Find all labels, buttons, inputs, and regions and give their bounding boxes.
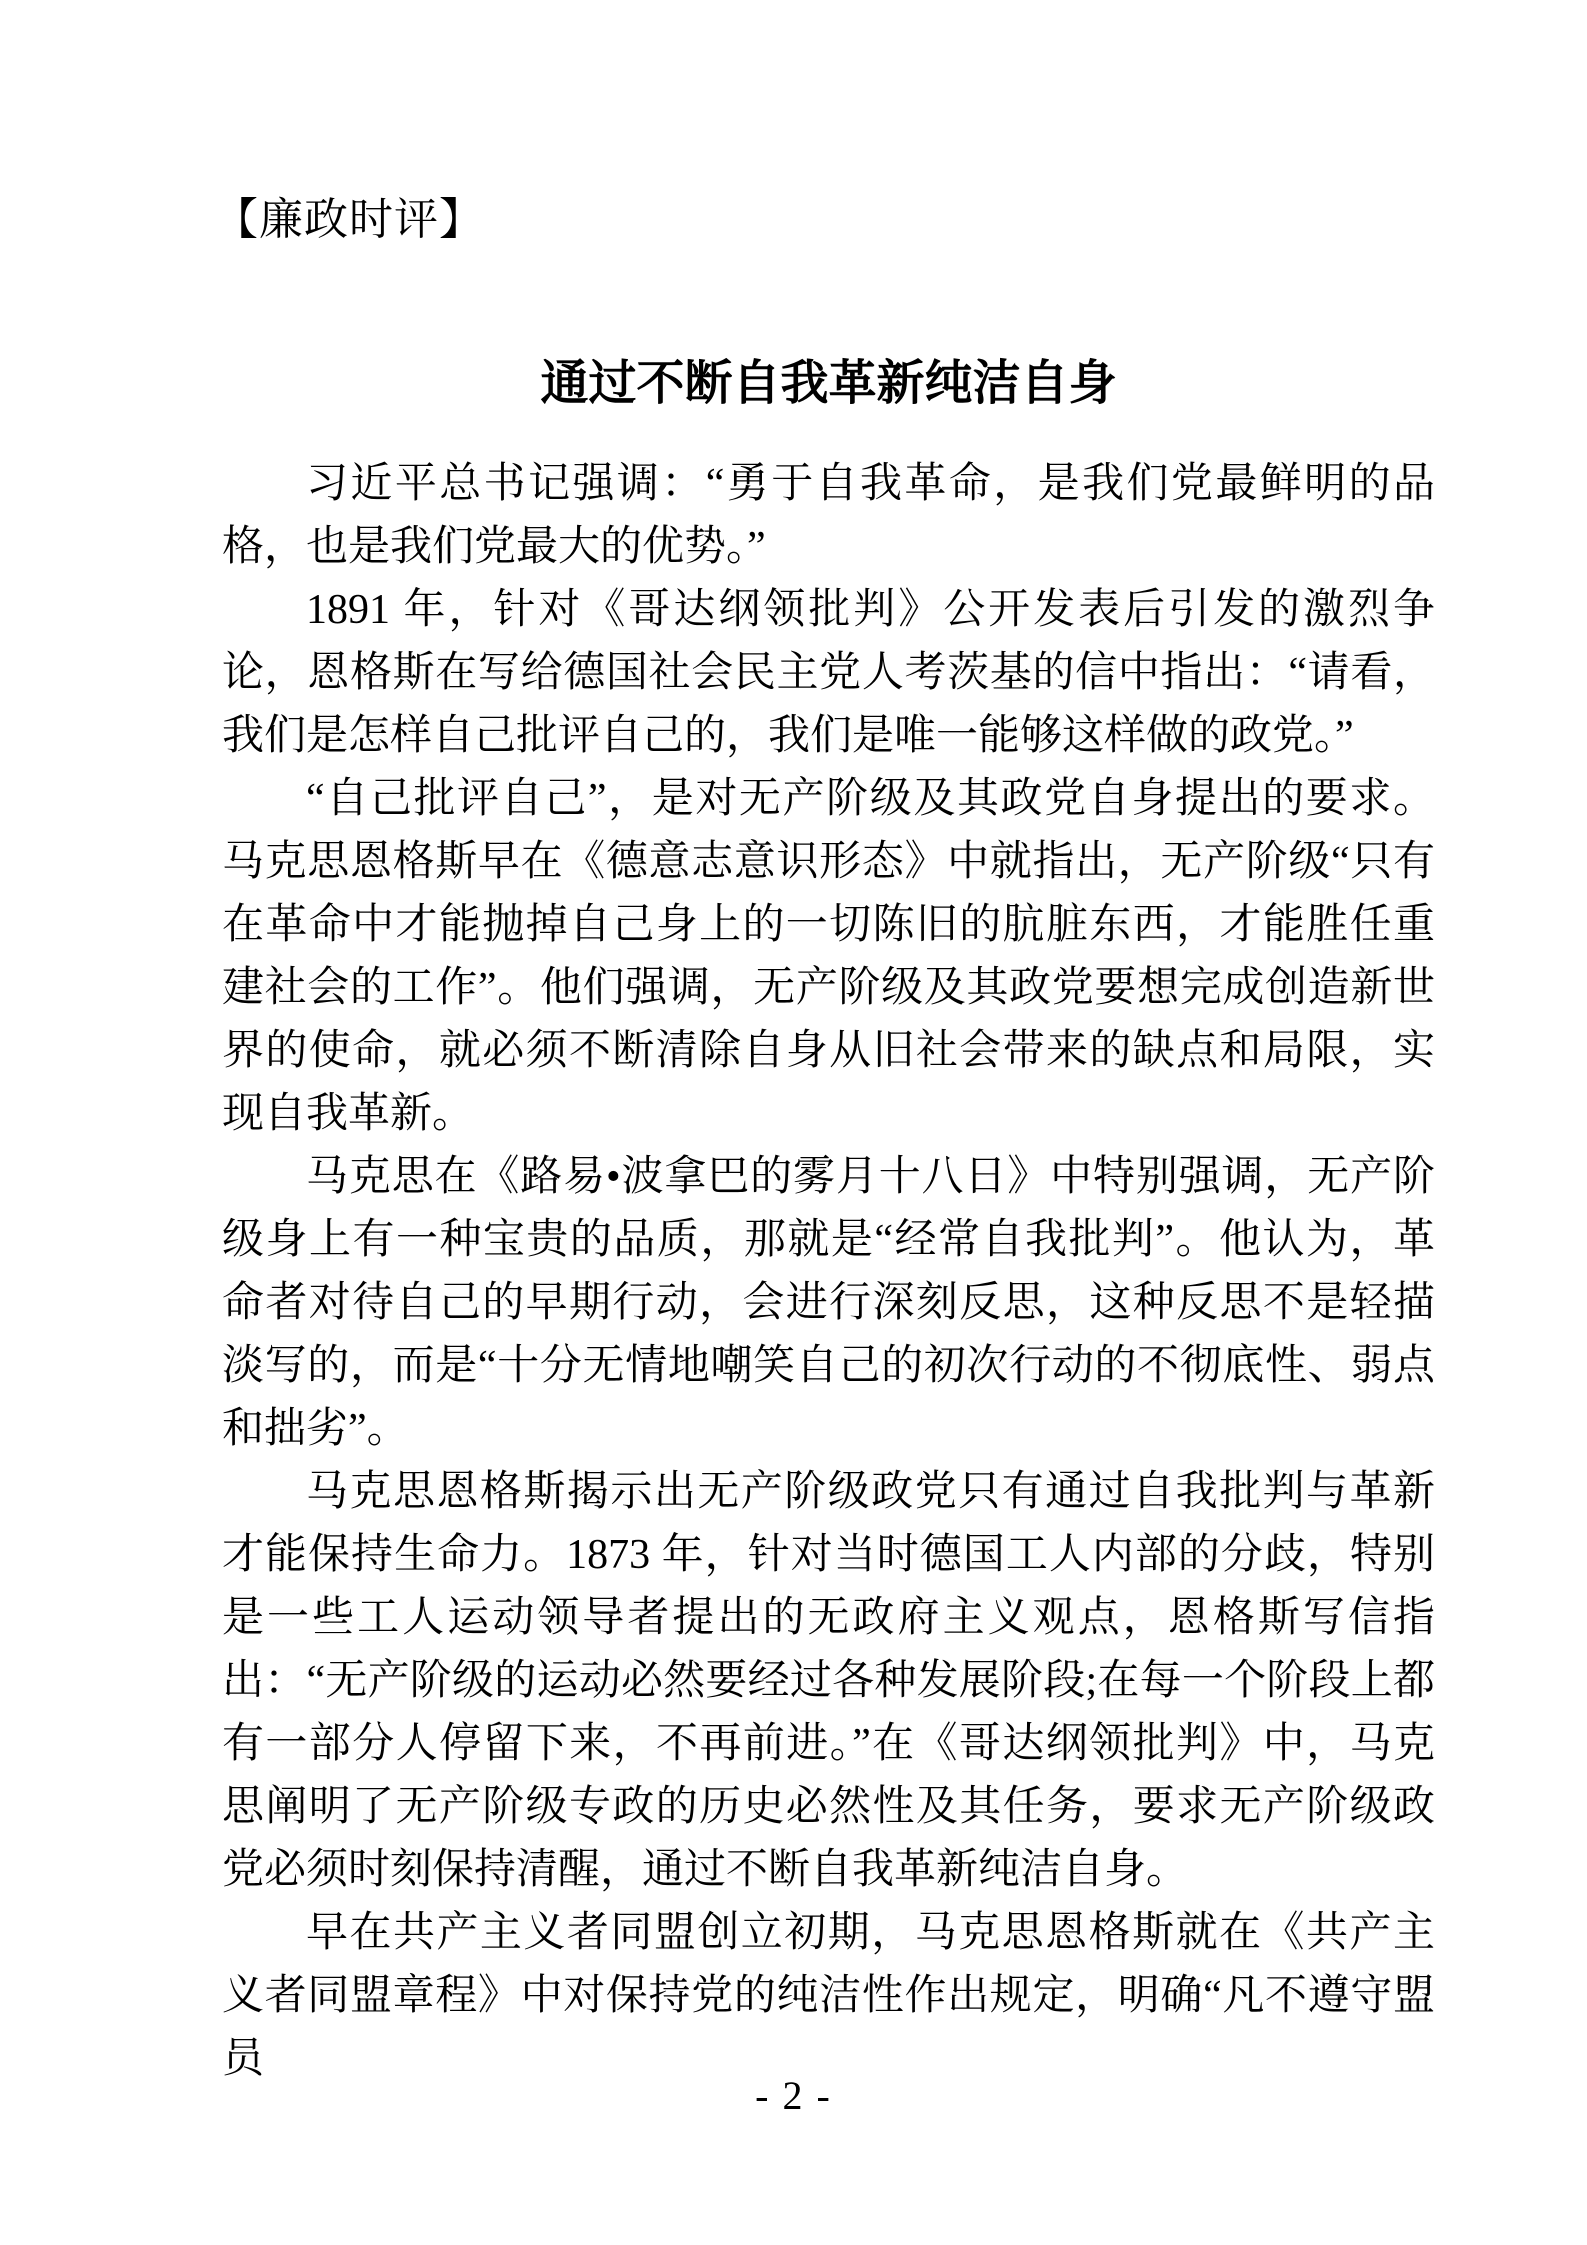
paragraph: 马克思恩格斯揭示出无产阶级政党只有通过自我批判与革新才能保持生命力。1873 年，针对当时德国工人内部的分歧，特别是一些工人运动领导者提出的无政府主义观点，恩格斯写信指出：“无产阶级的运动必然要经过各种发展阶段;在每一个阶段上都有一部分人停留下来，不再前进。”在《哥达纲领批判》中，马克思阐明了无产阶级专政的历史必然性及其任务，要求无产阶级政党必须时刻保持清醒，通过不断自我革新纯洁自身。 <box>222 1469 1435 1893</box>
document-title: 通过不断自我革新纯洁自身 <box>540 357 1117 411</box>
paragraph: 早在共产主义者同盟创立初期，马克思恩格斯就在《共产主义者同盟章程》中对保持党的纯洁性作出规定，明确“凡不遵守盟员 <box>222 1910 1435 2082</box>
paragraph: “自己批评自己”，是对无产阶级及其政党自身提出的要求。马克思恩格斯早在《德意志意识形态》中就指出，无产阶级“只有在革命中才能抛掉自己身上的一切陈旧的肮脏东西，才能胜任重建社会的工作”。他们强调，无产阶级及其政党要想完成创造新世界的使命，就必须不断清除自身从旧社会带来的缺点和局限，实现自我革新。 <box>222 776 1435 1137</box>
page-number: - 2 - <box>755 2073 832 2118</box>
paragraph: 1891 年，针对《哥达纲领批判》公开发表后引发的激烈争论，恩格斯在写给德国社会民主党人考茨基的信中指出：“请看，我们是怎样自己批评自己的，我们是唯一能够这样做的政党。” <box>222 587 1435 759</box>
paragraph: 习近平总书记强调：“勇于自我革命，是我们党最鲜明的品格，也是我们党最大的优势。” <box>222 461 1435 570</box>
paragraph: 马克思在《路易•波拿巴的雾月十八日》中特别强调，无产阶级身上有一种宝贵的品质，那就是“经常自我批判”。他认为，革命者对待自己的早期行动，会进行深刻反思，这种反思不是轻描淡写的，而是“十分无情地嘲笑自己的初次行动的不彻底性、弱点和拙劣”。 <box>222 1154 1435 1452</box>
column-tag: 【廉政时评】 <box>214 195 484 244</box>
document-body <box>222 453 1435 2091</box>
